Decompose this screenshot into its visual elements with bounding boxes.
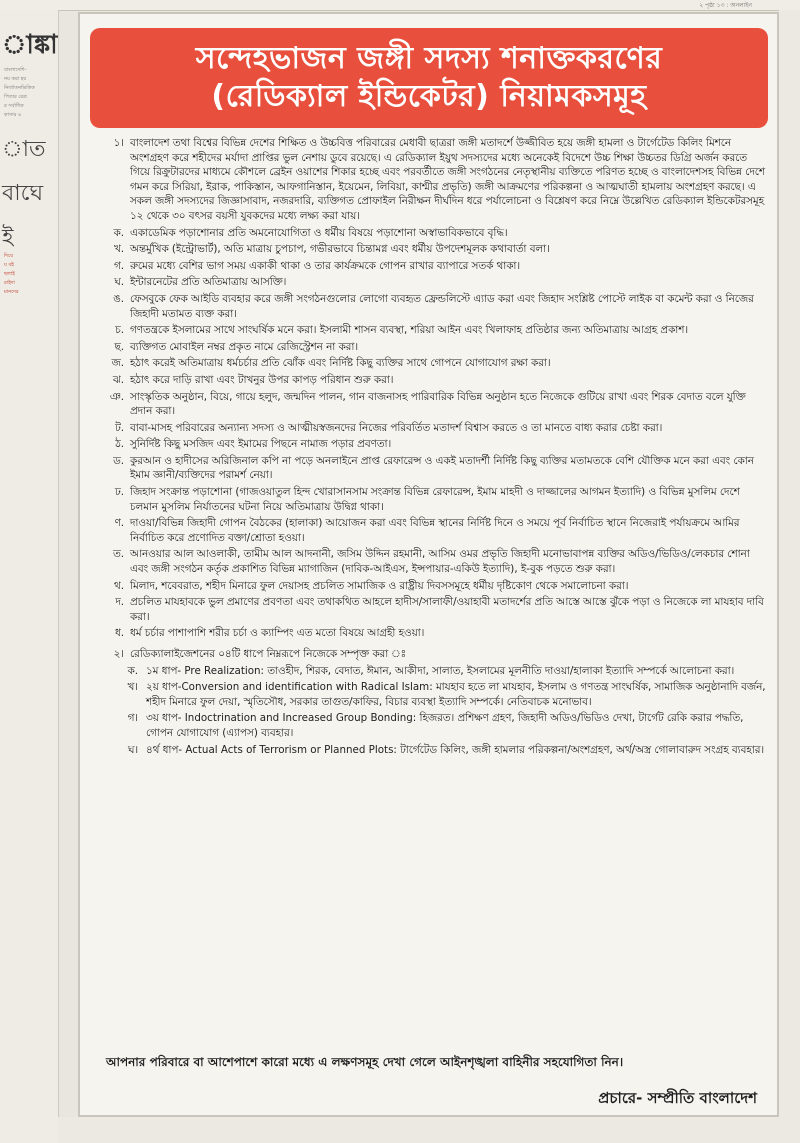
indicator-item (98, 226, 766, 241)
stage-item (98, 664, 766, 679)
indicator-item-marker: ঠ. (115, 438, 124, 451)
page-header-text: ২ পৃষ্ঠা ১৩ : অনলাইন (699, 2, 752, 9)
newspaper-top-strip (0, 0, 800, 11)
indicator-item-marker: ক. (113, 226, 124, 239)
indicator-item (98, 390, 766, 419)
indicator-item-text: রুমের মধ্যে বেশির ভাগ সময় একাকী থাকা ও তার কার্যক্রমকে গোপন রাখার ব্যাপারে সতর্ক থাকা। (130, 259, 521, 272)
indicator-item-text: জিহাদ সংক্রান্ত পড়াশোনা (গাজওয়াতুল হিন্দ খোরাসানসাম সংক্রান্ত বিভিন্ন রেফারেন্স, ইমাম মাহদী ও দাজ্জালের আগমন ইত্যাদি) ও বিভিন্ন মুসলিম দেশে চলমান মুসলিম নির্যাতনের ঘটনা নিয়ে অতিমাত্রায় উদ্বিগ্ন থাকা। (130, 486, 740, 513)
indicator-item-text: মিলাদ, শবেবরাত, শহীদ মিনারে ফুল দেয়াসহ প্রচলিত সামাজিক ও রাষ্ট্রীয় দিবসসমূহে ধর্মীয় দৃষ্টিকোণ থেকে সমালোচনা করা। (130, 579, 629, 592)
indicator-item-marker: দ. (115, 596, 124, 609)
indicator-item-marker: ণ. (114, 517, 124, 530)
indicator-item-text: বাবা-মাসহ পরিবারের অন্যান্য সদস্য ও আত্মীয়স্বজনদের নিজের পরিবর্তিত মতাদর্শ বিশ্বাস করতে ও তা মানতে বাধ্য করার চেষ্টা করা। (130, 421, 663, 434)
indicator-item (98, 242, 766, 257)
adjacent-headline: াঙ্কা (2, 30, 58, 60)
section-1-marker: ১। (113, 137, 124, 149)
indicator-item-text: ইন্টারনেটের প্রতি অতিমাত্রায় আসক্তি। (130, 276, 287, 289)
stage-item-marker: খ। (127, 681, 138, 694)
section-2-intro (98, 647, 766, 662)
indicator-item-text: সাংস্কৃতিক অনুষ্ঠান, বিয়ে, গায়ে হলুদ, জন্মদিন পালন, গান বাজনাসহ পারিবারিক বিভিন্ন অনুষ্ঠান হতে নিজেকে গুটিয়ে রাখা এবং শিরক বেদাত বলে যুক্তি প্রদান করা। (130, 390, 746, 418)
indicator-item-text: আনওয়ার আল আওলাকী, তামীম আল আদনানী, জসিম উদ্দিন রহমানী, আসিম ওমর প্রভৃতি জিহাদী মনোভাবাপন্ন ব্যক্তির অডিও/ভিডিও/লেকচার শোনা এবং জঙ্গী সংগঠন কর্তৃক প্রকাশিত বিভিন্ন ম্যাগাজিন (দাবিক-আইএস, ইন্সপায়ার-একিউ ইত্যাদি), ই-বুক পড়তে শুরু করা। (130, 548, 750, 576)
adjacent-headline-2-line: াত (2, 137, 46, 162)
stage-item (98, 680, 766, 709)
indicator-item-text: ব্যক্তিগত মোবাইল নম্বর প্রকৃত নামে রেজিস্ট্রেশন না করা। (130, 340, 359, 353)
indicator-item (98, 259, 766, 274)
public-notice-ad (78, 12, 779, 1117)
ad-title-line-1: সন্দেহভাজন জঙ্গী সদস্য শনাক্তকরণের (195, 41, 663, 76)
indicator-item (98, 437, 766, 452)
stage-item-marker: ঘ। (127, 743, 138, 756)
indicator-item-marker: ঘ. (114, 276, 124, 289)
section-1-intro-text: বাংলাদেশ তথা বিশ্বের বিভিন্ন দেশের শিক্ষিত ও উচ্চবিত্ত পরিবারের মেধাবী ছাত্ররা জঙ্গী মতাদর্শে উজ্জীবিত হয়ে জঙ্গী হামলা ও টার্গেটেড কিলিং মিশনে অংশগ্রহণ করে শহীদের মর্যাদা প্রাপ্তির ভুল নেশায় ডুবে রয়েছে। এ রেডিক্যাল ইয়ুথ সদস্যদের মধ্যে অনেকেই বিদেশে উচ্চ শিক্ষা উচ্চতর ডিগ্রি অর্জন করতে গিয়ে রিক্রুটারদের মাধ্যমে কৌশলে ব্রেইন ওয়াশের শিকার হচ্ছে এবং পরবর্তীতে জঙ্গী সংগঠনের নেতৃস্থানীয় ব্যক্তিতে পরিণত হচ্ছে ও বাংলাদেশসহ বিভিন্ন দেশে গমন করে সিরিয়া, ইরাক, পাকিস্তান, আফগানিস্তান, ইয়েমেন, লিবিয়া, কাশ্মীর প্রভৃতি) জঙ্গী আক্রমণের পরিকল্পনা ও আত্মঘাতী হামলায় অংশগ্রহণ করছে। এ সকল জঙ্গী সদস্যদের জিজ্ঞাসাবাদ, নজরদারি, ব্যক্তিগত প্রোফাইল নিরীক্ষন দীর্ঘদিন ধরে পর্যালোচনা ও বিশ্লেষণ করে নিম্নে উল্লেখিত রেডিক্যাল ইন্ডিকেটরসমূহ ১২ থেকে ৩০ বৎসর বয়সী যুবকদের মধ্যে লক্ষ্য করা যায়। (130, 137, 765, 222)
stage-item-marker: ক. (127, 664, 138, 677)
stage-item-text: ১ম ধাপ- Pre Realization: তাওহীদ, শিরক, বেদাত, ঈমান, আকীদা, সালাত, ইসলামের মূলনীতি দাওয়া/হালাকা ইত্যাদি সম্পর্কে আলোচনা করা। (146, 664, 735, 677)
indicator-item (98, 340, 766, 355)
indicator-item-marker: থ. (114, 579, 124, 592)
stage-item (98, 743, 766, 758)
indicator-item-marker: ট. (115, 421, 124, 434)
adjacent-text-line: রাইদা (4, 280, 15, 286)
stage-item-marker: গ। (127, 712, 138, 725)
section-2-list (98, 664, 766, 758)
indicator-item-marker: চ. (115, 324, 124, 337)
indicator-item (98, 454, 766, 483)
adjacent-headline-2-line: ই (2, 225, 14, 250)
indicator-item-text: অন্তর্মুখিক (ইন্ট্রোভার্ট), অতি মাত্রায় চুপচাপ, গভীরভাবে চিন্তামগ্ন এবং ধর্মীয় উপদেশমূলক কথাবার্তা বলা। (130, 243, 550, 256)
adjacent-headline-2-line: বাঘে (2, 181, 44, 206)
footer-note: আপনার পরিবারে বা আশেপাশে কারো মধ্যে এ লক্ষণসমূহ দেখা গেলে আইনশৃঙ্খলা বাহিনীর সহযোগিতা নিন। (106, 1055, 624, 1069)
indicator-item (98, 485, 766, 514)
stage-item-text: ৪র্থ ধাপ- Actual Acts of Terrorism or Planned Plots: টার্গেটেড কিলিং, জঙ্গী হামলার পরিকল্পনা/অংশগ্রহণ, অর্থ/অস্ত্র গোলাবারুদ সংগ্রহ ব্যবহার। (146, 743, 765, 756)
page-margin-right (779, 10, 800, 1143)
adjacent-text-line: মানদের (4, 289, 19, 295)
indicator-item-text: হঠাৎ করেই অতিমাত্রায় ধর্মচর্চার প্রতি ঝোঁক এবং নির্দিষ্ট কিছু ব্যক্তির সাথে গোপনে যোগাযোগ রক্ষা করা। (130, 357, 551, 370)
indicator-item-text: ধর্ম চর্চার পাশাপাশি শরীর চর্চা ও ক্যাম্পিং এত মতো বিষয়ে আগ্রহী হওয়া। (130, 627, 425, 640)
indicator-item (98, 323, 766, 338)
adjacent-text-line: নয় করা হয় (4, 76, 27, 82)
indicator-item-marker: ছ. (114, 340, 124, 353)
adjacent-text-line: র সর্বাধিক (4, 103, 24, 109)
indicator-item-text: হঠাৎ করে দাড়ি রাখা এবং টাখনুর উপর কাপড় পরিধান শুরু করা। (130, 373, 394, 386)
indicator-item (98, 275, 766, 290)
indicator-item-marker: গ. (113, 259, 124, 272)
adjacent-text-line: দিয়ে (4, 253, 14, 259)
adjacent-text-line: য বই (4, 262, 14, 268)
indicator-item-marker: ঞ. (109, 390, 124, 403)
indicator-item (98, 595, 766, 624)
indicator-item-marker: ড. (113, 454, 124, 467)
indicator-item-marker: জ. (111, 357, 124, 370)
adjacent-text-line: কাসার ৪ (4, 112, 22, 118)
ad-title-banner (90, 28, 768, 128)
indicator-item (98, 547, 766, 576)
ad-title-line-2: (রেডিক্যাল ইন্ডিকেটর) নিয়ামকসমূহ (211, 79, 647, 114)
indicator-item-marker: ত. (113, 548, 124, 561)
indicator-item-text: কুরআন ও হাদীসের অরিজিনাল কপি না পড়ে অনলাইনে প্রাপ্ত রেফারেন্স ও একই মতাদর্শী নির্দিষ্ট কিছু ব্যক্তির মতামতকে বেশি যৌক্তিক মনে করা এবং কোন ইমাম জ্ঞানী/ব্যক্তিদের পরামর্শ নেয়া। (130, 454, 754, 482)
indicator-item-marker: ঝ. (112, 373, 124, 386)
stage-item-text: ২য় ধাপ-Conversion and identification with Radical Islam: মাযহাব হতে লা মাযহাব, ইসলাম ও গণতন্ত্র সাংঘর্ষিক, সামাজিক অনুষ্ঠানাদি বর্জন, শহীদ মিনারে ফুল দেয়া, স্মৃতিসৌধ, সরকার তাগুত/কাফির, বিচার ব্যবস্থা ইত্যাদি সম্পর্কে। নেতিবাচক মনোভাব। (146, 681, 766, 708)
indicator-item-marker: ঢ. (114, 486, 124, 499)
ad-content (98, 136, 766, 759)
indicator-item-text: প্রচলিত মাযহাবকে ভুল প্রমাণের প্রবণতা এবং তথাকথিত আহলে হাদীস/সালাফী/ওয়াহাবী মতাদর্শের প্রতি আস্তে আস্তে ঝুঁকে পড়া ও নিজেকে লা মাযহাব দাবি করা। (130, 596, 764, 623)
stage-item-text: ৩য় ধাপ- Indoctrination and Increased Group Bonding: হিজরত। প্রশিক্ষণ গ্রহণ, জিহাদী অডিও/ভিডিও দেখা, টার্গেট রেকি করার পদ্ধতি, গোপন যোগাযোগ (এ্যাপস) ব্যবহার। (146, 712, 744, 739)
adjacent-column (0, 10, 59, 1143)
indicator-item-text: একাডেমিক পড়াশোনার প্রতি অমনোযোগিতা ও ধর্মীয় বিষয়ে পড়াশোনা অস্বাভাবিকভাবে বৃদ্ধি। (130, 226, 508, 239)
adjacent-text-line: পিতার রেত্র (4, 94, 27, 100)
indicator-item-text: ফেসবুকে ফেক আইডি ব্যবহার করে জঙ্গী সংগঠনগুলোর লোগো ব্যবহৃত ফ্রেন্ডলিস্টে এ্যাড করা এবং জিহাদ সংশ্লিষ্ট পোস্টে লাইক বা কমেন্ট করা ও নিজের জিহাদী মতামত ব্যক্ত করা। (130, 292, 754, 320)
indicator-item (98, 579, 766, 594)
section-2-marker: ২। (113, 648, 124, 660)
indicator-item (98, 516, 766, 545)
indicator-item (98, 356, 766, 371)
indicator-item-marker: ধ. (114, 627, 124, 640)
indicator-item-text: সুনির্দিষ্ট কিছু মসজিদ এবং ইমামের পিছনে নামাজ পড়ার প্রবণতা। (130, 438, 392, 451)
indicator-item (98, 421, 766, 436)
section-1-intro (98, 136, 766, 224)
sponsor-credit: প্রচারে- সম্প্রীতি বাংলাদেশ (598, 1089, 757, 1107)
adjacent-text-line: বাংলাদেশি- (4, 67, 27, 73)
adjacent-text-line: ছলাই (4, 271, 15, 277)
section-1-list (98, 226, 766, 641)
indicator-item-text: দাওয়া/বিভিন্ন জিহাদী গোপন বৈঠকের (হালাকা) আয়োজন করা এবং বিভিন্ন স্থানের নির্দিষ্ট দিনে ও সময়ে পূর্ব নির্বাচিত স্থানে নিজেরাই পর্যায়ক্রমে আমির নির্বাচিত করে প্রণোদিত বক্তা/শ্রোতা হওয়া। (130, 517, 740, 544)
indicator-item-marker: খ. (113, 243, 124, 256)
adjacent-text-line: নির্জাতনভিত্তিক (4, 85, 35, 91)
section-2-intro-text: রেডিক্যালাইজেশনের ০৪টি ধাপে নিম্নরূপে নিজেকে সম্পৃক্ত করা ঃ (130, 648, 407, 660)
indicator-item (98, 626, 766, 641)
indicator-item-text: গণতন্ত্রকে ইসলামের সাথে সাংঘর্ষিক মনে করা। ইসলামী শাসন ব্যবস্থা, শরিয়া আইন এবং খিলাফাহ প্রতিষ্ঠার জন্য অতিমাত্রায় আগ্রহ প্রকাশ। (130, 324, 689, 337)
indicator-item-marker: ঙ. (113, 292, 124, 305)
stage-item (98, 711, 766, 740)
indicator-item (98, 292, 766, 321)
page-margin-bottom (58, 1117, 800, 1143)
indicator-item (98, 373, 766, 388)
